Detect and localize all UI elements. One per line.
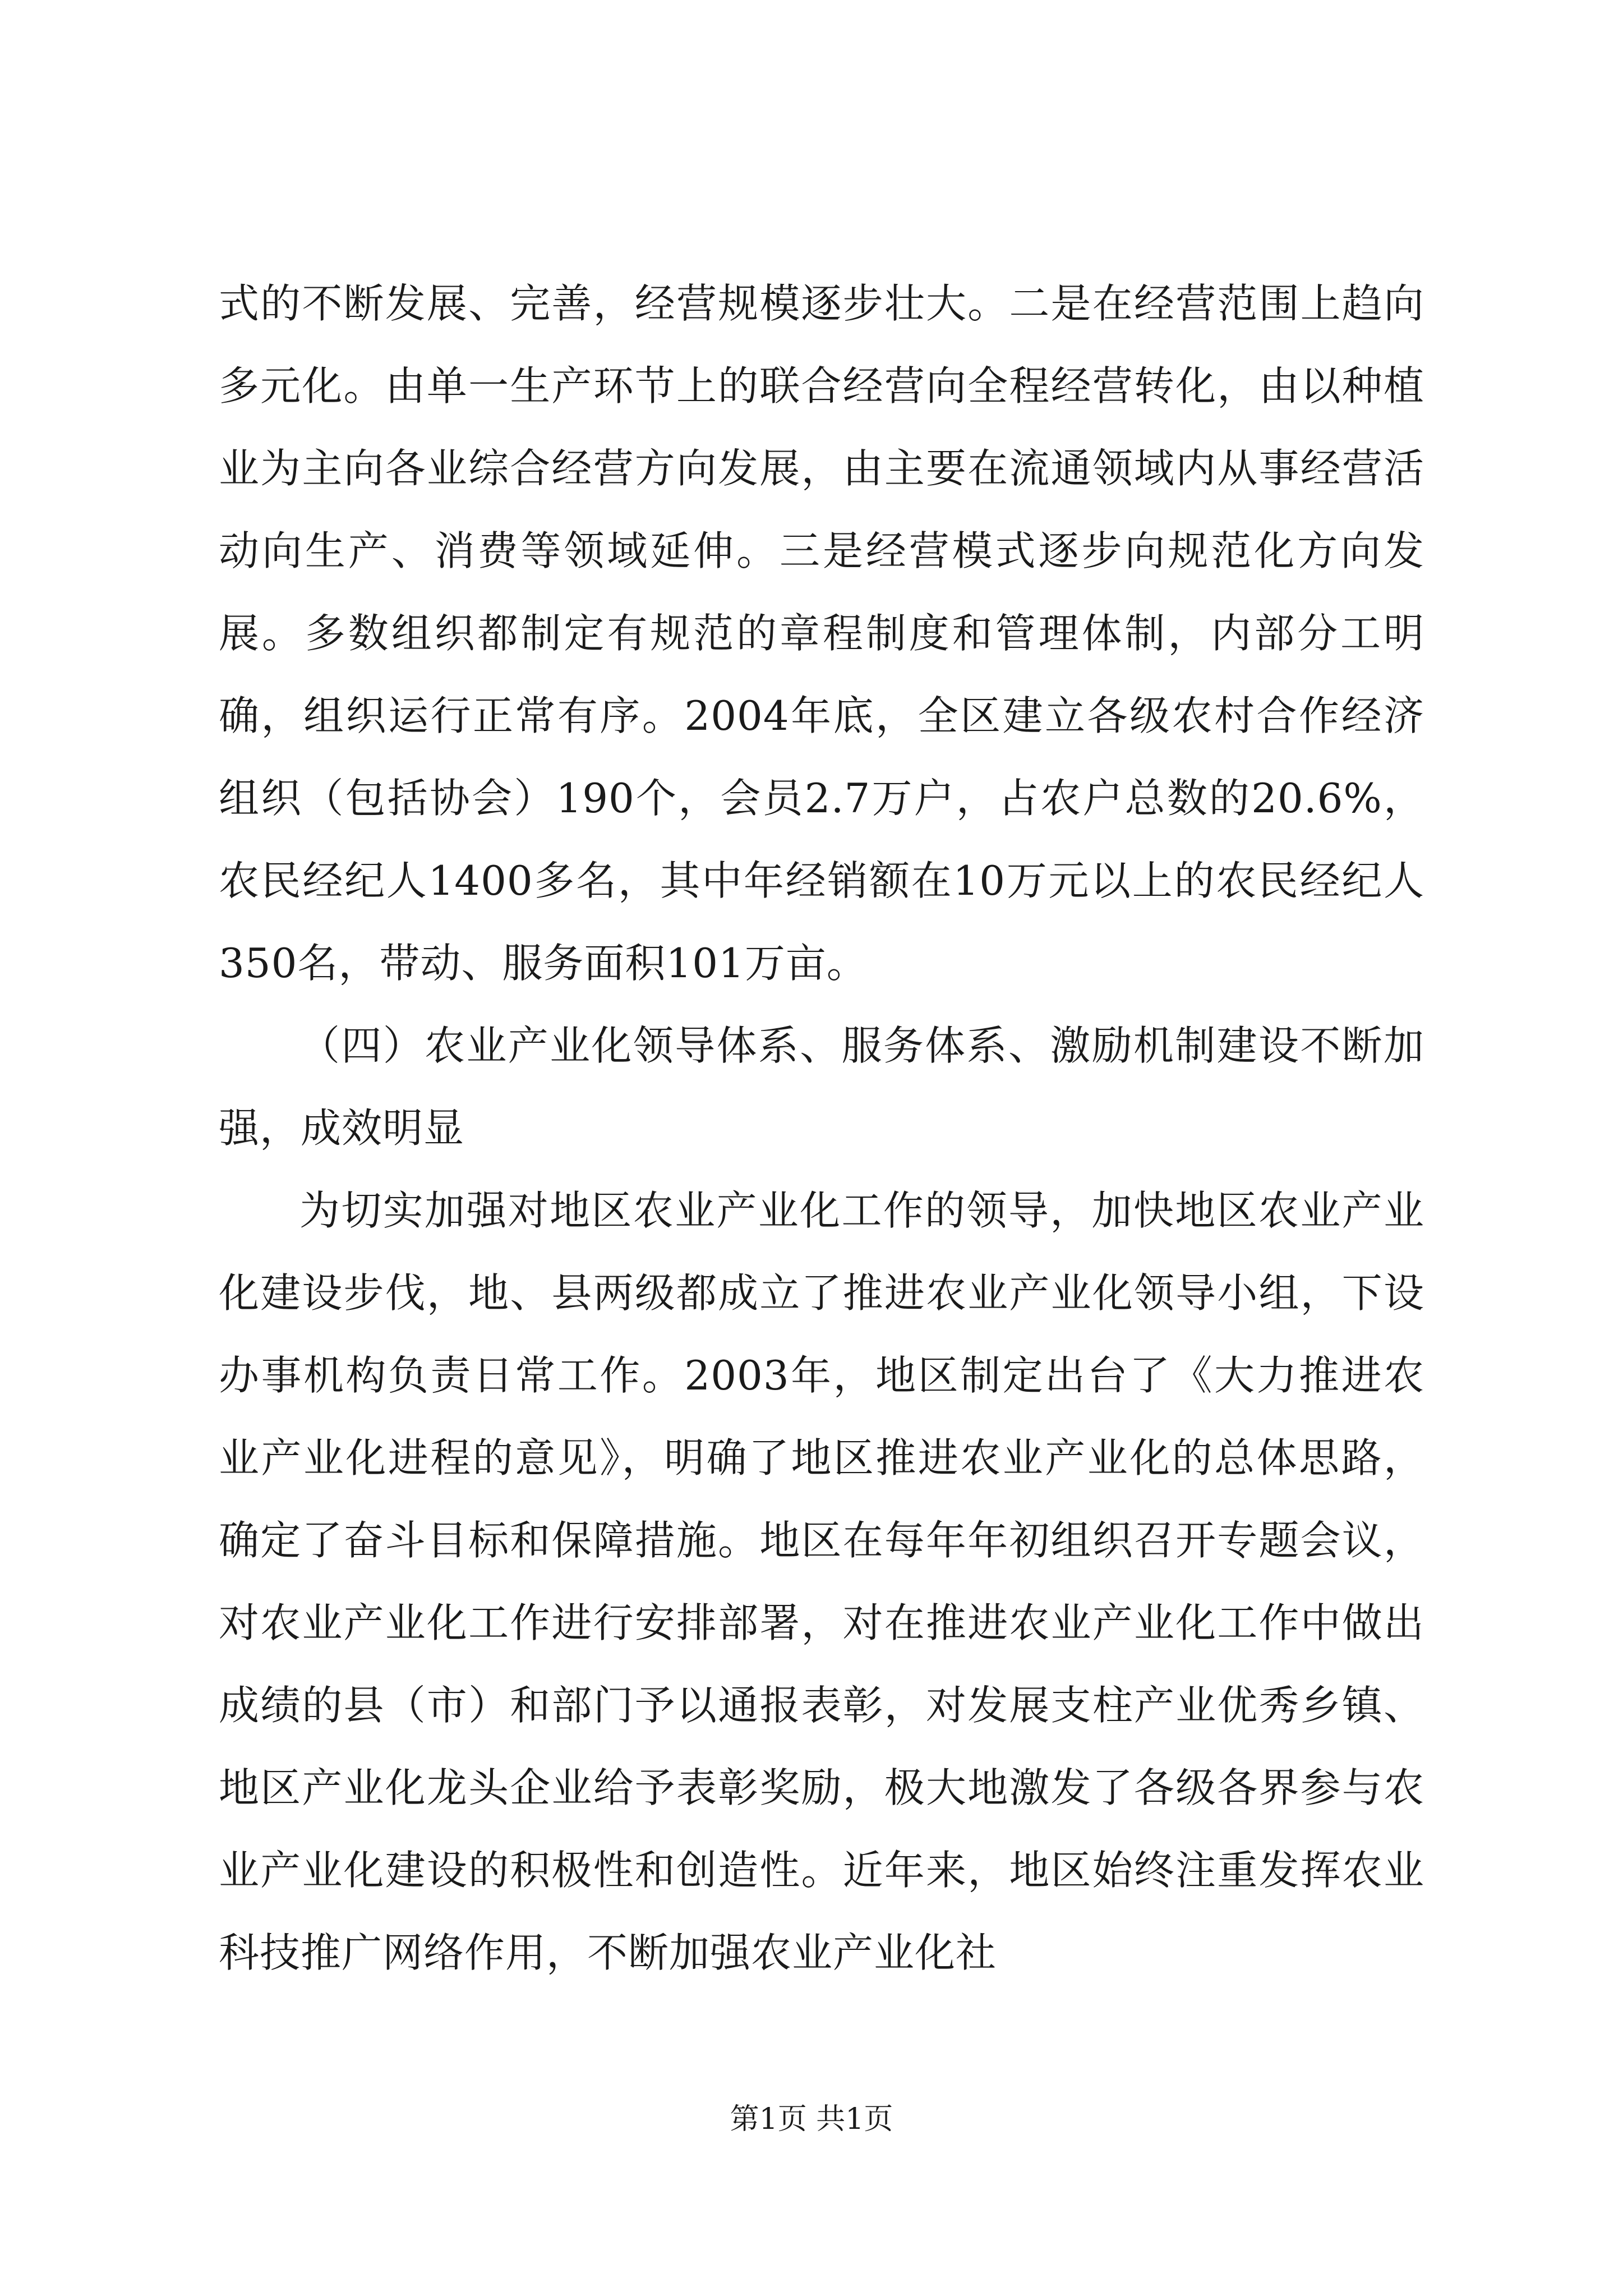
- section-heading-4: （四）农业产业化领导体系、服务体系、激励机制建设不断加强，成效明显: [219, 1022, 1424, 1152]
- paragraph-1: 式的不断发展、完善，经营规模逐步壮大。二是在经营范围上趋向多元化。由单一生产环节上的联合经营向全程经营转化，由以种植业为主向各业综合经营方向发展，由主要在流通领域内从事经营活动向生产、消费等领域延伸。三是经营模式逐步向规范化方向发展。多数组织都制定有规范的章程制度和管理体制，内部分工明确，组织运行正常有序。2004年底，全区建立各级农村合作经济组织（包括协会）190个，会员2.7万户，占农户总数的20.6%，农民经纪人1400多名，其中年经销额在10万元以上的农民经纪人350名，带动、服务面积101万亩。: [219, 280, 1424, 987]
- page-footer: 第1页 共1页: [730, 2102, 893, 2136]
- document-body: [219, 263, 1424, 1994]
- paragraph-2: 为切实加强对地区农业产业化工作的领导，加快地区农业产业化建设步伐，地、县两级都成立了推进农业产业化领导小组，下设办事机构负责日常工作。2003年，地区制定出台了《大力推进农业产业化进程的意见》，明确了地区推进农业产业化的总体思路，确定了奋斗目标和保障措施。地区在每年年初组织召开专题会议，对农业产业化工作进行安排部署，对在推进农业产业化工作中做出成绩的县（市）和部门予以通报表彰，对发展支柱产业优秀乡镇、地区产业化龙头企业给予表彰奖励，极大地激发了各级各界参与农业产业化建设的积极性和创造性。近年来，地区始终注重发挥农业科技推广网络作用，不断加强农业产业化社: [219, 1187, 1424, 1976]
